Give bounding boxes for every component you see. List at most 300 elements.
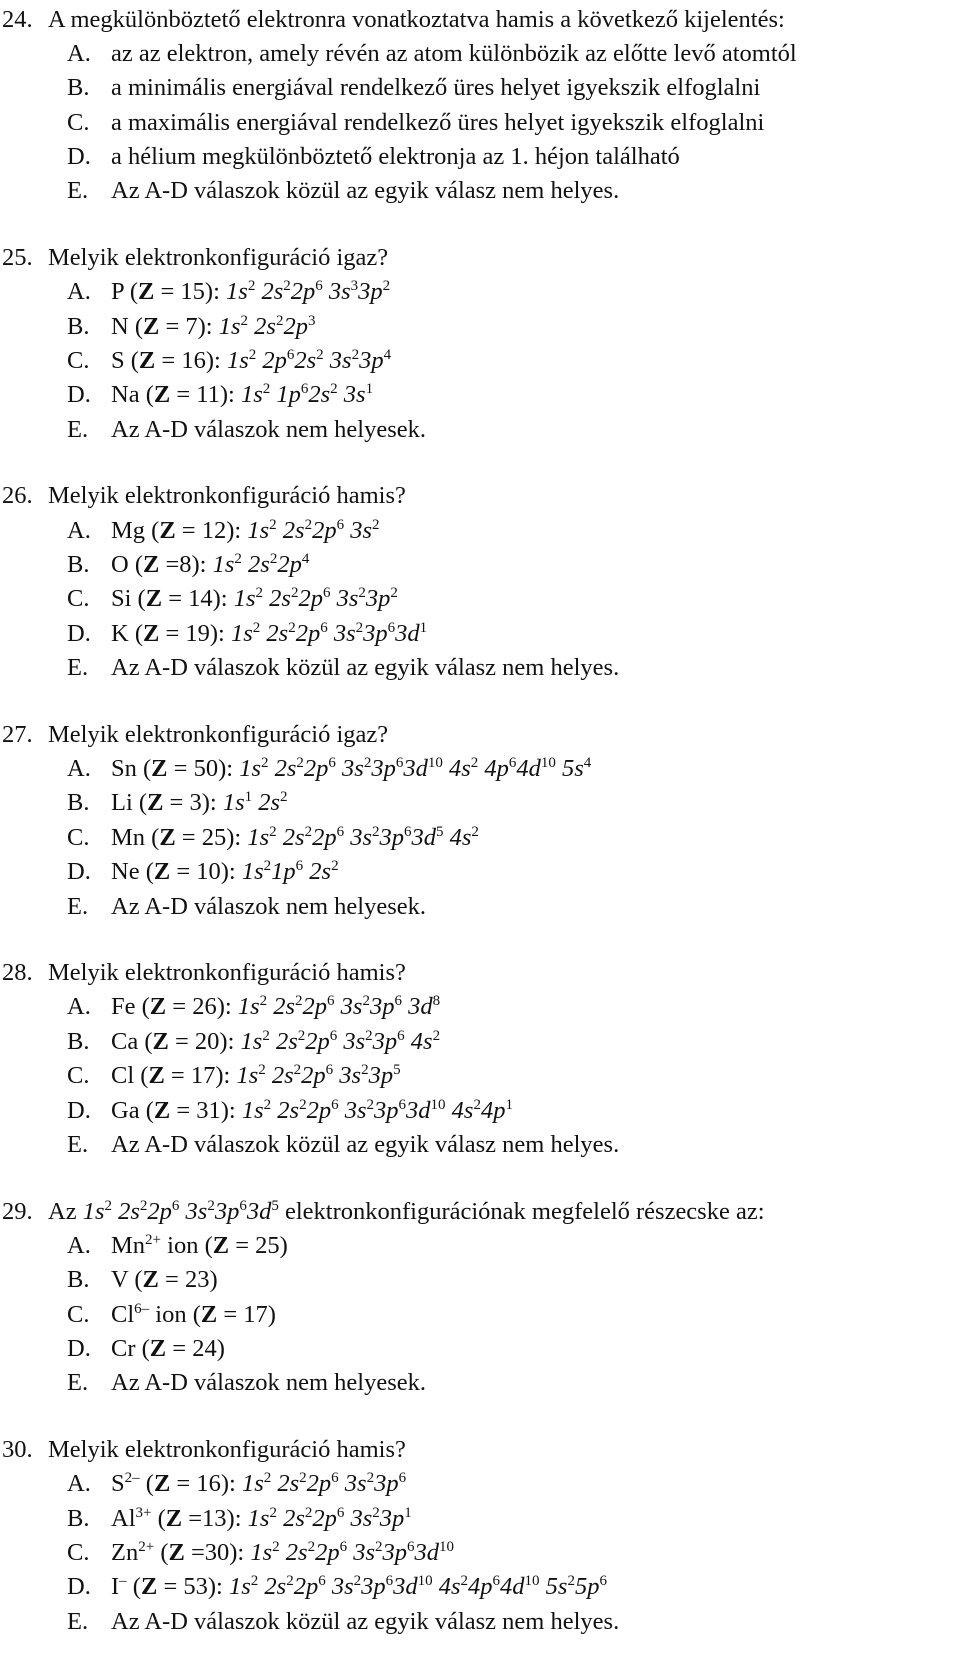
superscript: 5 xyxy=(271,1197,279,1214)
option-label: A. xyxy=(67,1470,91,1498)
option-label: A. xyxy=(67,993,91,1021)
question-24 xyxy=(0,3,960,209)
superscript: 2 xyxy=(355,619,364,636)
superscript: 6 xyxy=(336,823,345,840)
answer-option xyxy=(0,1570,960,1604)
option-label: B. xyxy=(67,789,90,817)
answer-option xyxy=(0,752,960,786)
question-25 xyxy=(0,241,960,447)
answer-option xyxy=(0,990,960,1024)
superscript: 10 xyxy=(417,1573,433,1590)
superscript: 2 xyxy=(297,1027,306,1044)
text-segment: 4s xyxy=(432,1573,461,1601)
option-label: D. xyxy=(67,143,91,171)
superscript: 6 xyxy=(171,1197,180,1214)
answer-option xyxy=(0,1605,960,1639)
text-segment: az az elektron, amely révén az atom különbözik az előtte levő atomtól xyxy=(111,39,797,67)
superscript: 2 xyxy=(353,1573,362,1590)
option-label: E. xyxy=(67,177,89,205)
superscript: 4 xyxy=(583,755,592,772)
superscript: 3+ xyxy=(135,1504,152,1521)
text-segment: 1s xyxy=(231,619,253,647)
text-segment: = 19): xyxy=(159,619,231,647)
question-number: 24. xyxy=(2,5,33,33)
atomic-number-symbol: Z xyxy=(153,1096,171,1124)
text-segment: a hélium megkülönböztető elektronja az 1. héjon található xyxy=(111,143,680,171)
text-segment: 2s xyxy=(112,1197,140,1225)
atomic-number-symbol: Z xyxy=(142,312,160,340)
superscript: 6 xyxy=(395,755,404,772)
option-text xyxy=(111,1536,454,1570)
answer-option xyxy=(0,140,960,174)
text-segment: Az A-D válaszok nem helyesek. xyxy=(111,415,426,443)
option-label: D. xyxy=(67,1096,91,1124)
option-text xyxy=(111,1263,218,1297)
text-segment: Cl ( xyxy=(111,1062,149,1090)
text-segment: N ( xyxy=(111,312,143,340)
superscript: 2 xyxy=(250,1573,259,1590)
text-segment: = 15): xyxy=(154,278,227,306)
superscript: 6– xyxy=(134,1300,150,1317)
text-segment: 2p xyxy=(315,1539,340,1567)
superscript: 2 xyxy=(296,755,304,772)
text-segment: 3s xyxy=(323,347,352,375)
text-segment: 1s xyxy=(241,1096,264,1124)
question-text xyxy=(48,3,785,37)
answer-option xyxy=(0,174,960,208)
text-segment: 2p xyxy=(301,1062,326,1090)
text-segment: 4d xyxy=(516,755,541,783)
text-segment: ( xyxy=(154,1539,169,1567)
text-segment: Az A-D válaszok közül az egyik válasz nem helyes. xyxy=(111,1607,620,1635)
option-label: B. xyxy=(67,1266,90,1294)
option-label: B. xyxy=(67,551,90,579)
superscript: 6 xyxy=(394,993,402,1010)
text-segment: K ( xyxy=(111,619,143,647)
atomic-number-symbol: Z xyxy=(159,823,176,851)
superscript: 2 xyxy=(371,823,380,840)
text-segment: 3d xyxy=(395,619,420,647)
superscript: 2 xyxy=(258,1062,266,1079)
text-segment: 4s xyxy=(404,1027,433,1055)
text-segment: Sn ( xyxy=(111,755,152,783)
option-label: D. xyxy=(67,619,91,647)
superscript: 2 xyxy=(263,1470,272,1487)
option-label: E. xyxy=(67,892,89,920)
superscript: 2 xyxy=(272,1539,280,1556)
superscript: 6 xyxy=(331,1470,339,1487)
text-segment: =8): xyxy=(159,551,213,579)
superscript: 2 xyxy=(358,585,366,602)
text-segment: ion ( xyxy=(149,1300,201,1328)
option-text xyxy=(111,617,427,651)
text-segment: 4s xyxy=(443,823,472,851)
text-segment: 3s xyxy=(334,993,363,1021)
superscript: 2 xyxy=(307,1539,316,1556)
text-segment: 2p xyxy=(305,1027,330,1055)
answer-option xyxy=(0,71,960,105)
superscript: 2 xyxy=(473,1096,481,1113)
superscript: 2 xyxy=(361,1062,369,1079)
option-text xyxy=(111,1570,607,1604)
answer-option xyxy=(0,106,960,140)
text-segment: 2s xyxy=(269,1027,298,1055)
superscript: 2 xyxy=(390,585,398,602)
question-29 xyxy=(0,1195,960,1401)
text-segment: = 3): xyxy=(163,789,223,817)
superscript: 2 xyxy=(248,347,257,364)
answer-option xyxy=(0,310,960,344)
option-text xyxy=(111,344,391,378)
question-27 xyxy=(0,718,960,924)
text-segment: = 20): xyxy=(168,1027,241,1055)
option-label: C. xyxy=(67,1300,90,1328)
superscript: 2 xyxy=(288,619,296,636)
option-label: B. xyxy=(67,1027,90,1055)
text-segment: 2p xyxy=(303,755,329,783)
text-segment: 3s xyxy=(327,619,356,647)
option-label: A. xyxy=(67,39,91,67)
option-label: C. xyxy=(67,823,90,851)
question-stem-line xyxy=(0,1195,960,1229)
question-number: 29. xyxy=(2,1197,33,1225)
answer-option xyxy=(0,1332,960,1366)
option-label: A. xyxy=(67,1231,91,1259)
superscript: 6 xyxy=(300,381,309,398)
text-segment: = 14): xyxy=(162,585,234,613)
text-segment: 3d xyxy=(411,823,436,851)
superscript: 6 xyxy=(329,1027,338,1044)
superscript: 2 xyxy=(262,381,271,398)
text-segment: 3d xyxy=(246,1197,272,1225)
superscript: 2 xyxy=(363,755,372,772)
text-segment: 3d xyxy=(401,993,433,1021)
text-segment: =30): xyxy=(184,1539,251,1567)
superscript: 2 xyxy=(432,1027,441,1044)
text-segment: 4s xyxy=(442,755,471,783)
superscript: 6 xyxy=(403,823,412,840)
question-stem-line xyxy=(0,956,960,990)
atomic-number-symbol: Z xyxy=(149,993,167,1021)
text-segment: 2s xyxy=(276,823,305,851)
answer-option xyxy=(0,37,960,71)
superscript: 3 xyxy=(350,278,359,295)
option-label: C. xyxy=(67,347,90,375)
superscript: 2 xyxy=(139,1197,148,1214)
text-segment: 2s xyxy=(265,1062,294,1090)
text-segment: 2p xyxy=(298,585,323,613)
text-segment: 2s xyxy=(268,755,297,783)
option-text xyxy=(111,786,288,820)
text-segment: 2s xyxy=(271,1470,300,1498)
text-segment: Zn xyxy=(111,1539,139,1567)
text-segment: 2p xyxy=(293,1573,319,1601)
answer-option xyxy=(0,1366,960,1400)
superscript: 2 xyxy=(234,551,242,568)
answer-option xyxy=(0,1229,960,1263)
text-segment: elektronkonfigurációnak megfelelő részecske az: xyxy=(278,1197,765,1225)
option-text xyxy=(111,651,619,685)
superscript: 2 xyxy=(372,1504,380,1521)
question-30 xyxy=(0,1433,960,1639)
superscript: 6 xyxy=(599,1573,607,1590)
text-segment: 2p xyxy=(306,1096,332,1124)
text-segment: Az A-D válaszok közül az egyik válasz nem helyes. xyxy=(111,177,620,205)
option-label: E. xyxy=(67,415,89,443)
text-segment: Mn xyxy=(111,1231,146,1259)
superscript: 2 xyxy=(247,278,256,295)
superscript: 1 xyxy=(365,381,374,398)
text-segment: 4p xyxy=(478,755,509,783)
text-segment: 3s xyxy=(344,1504,373,1532)
atomic-number-symbol: Z xyxy=(152,1027,169,1055)
text-segment: 1s xyxy=(240,1027,263,1055)
text-segment: 2p xyxy=(306,1470,332,1498)
option-label: D. xyxy=(67,1573,91,1601)
answer-option xyxy=(0,344,960,378)
superscript: 6 xyxy=(336,1504,345,1521)
text-segment: 2s xyxy=(276,1504,305,1532)
text-segment: 3d xyxy=(406,1096,431,1124)
text-segment: Melyik elektronkonfiguráció hamis? xyxy=(48,1435,406,1463)
option-text xyxy=(111,514,379,548)
text-segment: = 10): xyxy=(170,858,242,886)
superscript: 2 xyxy=(290,585,299,602)
text-segment: 3s xyxy=(335,755,364,783)
text-segment: 1s xyxy=(240,381,263,409)
text-segment: Cl xyxy=(111,1300,135,1328)
text-segment: 1p xyxy=(270,381,301,409)
atomic-number-symbol: Z xyxy=(153,1470,171,1498)
option-text xyxy=(111,1502,412,1536)
text-segment: = 24) xyxy=(166,1335,225,1363)
atomic-number-symbol: Z xyxy=(138,278,155,306)
superscript: 6 xyxy=(239,1197,247,1214)
text-segment: ( xyxy=(151,1504,166,1532)
atomic-number-symbol: Z xyxy=(200,1300,218,1328)
option-text xyxy=(111,1059,401,1093)
answer-option xyxy=(0,548,960,582)
text-segment: 2p xyxy=(256,347,287,375)
text-segment: 1s xyxy=(228,1573,251,1601)
option-text xyxy=(111,378,373,412)
superscript: 2 xyxy=(304,516,313,533)
text-segment: 3d xyxy=(403,755,428,783)
superscript: 1 xyxy=(404,1504,412,1521)
superscript: 6 xyxy=(327,993,335,1010)
text-segment: 3s xyxy=(347,1539,376,1567)
option-text xyxy=(111,890,426,924)
superscript: 10 xyxy=(430,1096,446,1113)
answer-option xyxy=(0,275,960,309)
question-text xyxy=(48,718,388,752)
superscript: 6 xyxy=(385,1573,394,1590)
atomic-number-symbol: Z xyxy=(151,755,168,783)
superscript: 2 xyxy=(255,585,264,602)
option-text xyxy=(111,275,390,309)
text-segment: 2s xyxy=(308,381,331,409)
superscript: 2 xyxy=(240,312,249,329)
text-segment: 3s xyxy=(337,381,366,409)
superscript: 2 xyxy=(269,823,277,840)
text-segment: P ( xyxy=(111,278,139,306)
text-segment: 3s xyxy=(330,585,359,613)
text-segment: 2s xyxy=(271,1096,300,1124)
text-segment: 1s xyxy=(239,755,261,783)
text-segment: Na ( xyxy=(111,381,154,409)
superscript: 2 xyxy=(263,1096,272,1113)
text-segment: 3p xyxy=(214,1197,240,1225)
text-segment: ( xyxy=(139,1470,154,1498)
text-segment: 2p xyxy=(312,516,337,544)
superscript: 6 xyxy=(398,1470,407,1487)
superscript: 4 xyxy=(301,551,310,568)
superscript: 6 xyxy=(331,1096,339,1113)
question-number: 25. xyxy=(2,243,33,271)
option-text xyxy=(111,582,398,616)
text-segment: 3p xyxy=(358,278,383,306)
option-text xyxy=(111,1025,440,1059)
option-text xyxy=(111,140,680,174)
superscript: 2 xyxy=(295,993,303,1010)
superscript: 1 xyxy=(419,619,428,636)
question-26 xyxy=(0,479,960,685)
superscript: 2 xyxy=(304,1504,313,1521)
text-segment: Az A-D válaszok nem helyesek. xyxy=(111,892,426,920)
superscript: 2 xyxy=(269,516,277,533)
superscript: 3 xyxy=(307,312,316,329)
answer-option xyxy=(0,1059,960,1093)
superscript: 2 xyxy=(275,312,284,329)
superscript: 2 xyxy=(371,516,380,533)
superscript: 5 xyxy=(393,1062,401,1079)
text-segment: 2s xyxy=(303,858,332,886)
text-segment: = 31): xyxy=(170,1096,242,1124)
answer-option xyxy=(0,1094,960,1128)
text-segment: 3p xyxy=(374,1470,399,1498)
text-segment: 3p xyxy=(365,585,391,613)
superscript: 6 xyxy=(315,278,323,295)
text-segment: A megkülönböztető elektronra vonatkoztatva hamis a következő kijelentés: xyxy=(48,5,785,33)
option-text xyxy=(111,310,315,344)
text-segment: 3s xyxy=(333,1062,362,1090)
option-text xyxy=(111,1332,225,1366)
text-segment: = 25) xyxy=(229,1231,288,1259)
question-number: 30. xyxy=(2,1435,33,1463)
question-number: 26. xyxy=(2,482,33,510)
superscript: 2 xyxy=(330,381,338,398)
superscript: 10 xyxy=(427,755,443,772)
option-label: D. xyxy=(67,858,91,886)
question-text xyxy=(48,241,388,275)
text-segment: 1s xyxy=(247,1504,270,1532)
option-text xyxy=(111,413,426,447)
text-segment: 1s xyxy=(222,789,245,817)
text-segment: Ne ( xyxy=(111,858,154,886)
text-segment: 3p xyxy=(379,823,404,851)
superscript: 6 xyxy=(397,1027,405,1044)
text-segment: 5s xyxy=(539,1573,568,1601)
option-label: E. xyxy=(67,654,89,682)
superscript: 6 xyxy=(407,1539,415,1556)
atomic-number-symbol: Z xyxy=(142,551,160,579)
option-text xyxy=(111,106,764,140)
text-segment: =13): xyxy=(182,1504,248,1532)
text-segment: 1s xyxy=(247,823,270,851)
text-segment: = 17) xyxy=(217,1300,276,1328)
text-segment: S ( xyxy=(111,347,139,375)
atomic-number-symbol: Z xyxy=(140,1573,158,1601)
superscript: 2 xyxy=(104,1197,112,1214)
text-segment: 3d xyxy=(393,1573,418,1601)
text-segment: Az A-D válaszok közül az egyik válasz nem helyes. xyxy=(111,654,620,682)
atomic-number-symbol: Z xyxy=(145,585,163,613)
text-segment: I xyxy=(111,1573,120,1601)
text-segment: Melyik elektronkonfiguráció hamis? xyxy=(48,959,406,987)
superscript: 6 xyxy=(295,858,304,875)
option-text xyxy=(111,548,309,582)
atomic-number-symbol: Z xyxy=(153,858,171,886)
question-stem-line xyxy=(0,1433,960,1467)
option-text xyxy=(111,1298,276,1332)
text-segment: Melyik elektronkonfiguráció igaz? xyxy=(48,243,389,271)
superscript: 10 xyxy=(524,1573,540,1590)
superscript: 6 xyxy=(328,755,336,772)
atomic-number-symbol: Z xyxy=(138,347,156,375)
text-segment: 2s xyxy=(255,278,284,306)
text-segment: ion ( xyxy=(161,1231,213,1259)
superscript: 2 xyxy=(259,993,268,1010)
text-segment: 3p xyxy=(359,347,384,375)
text-segment: 2p xyxy=(277,551,302,579)
option-label: B. xyxy=(67,74,90,102)
text-segment: 1s xyxy=(250,1539,273,1567)
text-segment: = 16): xyxy=(170,1470,242,1498)
superscript: 6 xyxy=(322,585,331,602)
answer-option xyxy=(0,617,960,651)
text-segment: 5s xyxy=(555,755,584,783)
superscript: 2 xyxy=(471,823,479,840)
superscript: 6 xyxy=(508,755,517,772)
text-segment: 3p xyxy=(372,1027,398,1055)
superscript: 2 xyxy=(299,1096,307,1113)
text-segment: 2s xyxy=(294,347,317,375)
text-segment: 1s xyxy=(237,993,260,1021)
text-segment: 1s xyxy=(82,1197,105,1225)
text-segment: 2s xyxy=(252,789,281,817)
superscript: – xyxy=(119,1573,127,1590)
superscript: 6 xyxy=(492,1573,501,1590)
text-segment: 3p xyxy=(363,619,388,647)
text-segment: Melyik elektronkonfiguráció igaz? xyxy=(48,720,389,748)
text-segment: 4s xyxy=(445,1096,474,1124)
option-text xyxy=(111,1094,513,1128)
text-segment: 2s xyxy=(263,585,291,613)
text-segment: 3p xyxy=(361,1573,386,1601)
atomic-number-symbol: Z xyxy=(148,1062,165,1090)
text-segment: 3p xyxy=(371,755,396,783)
text-segment: a maximális energiával rendelkező üres helyet igyekszik elfoglalni xyxy=(111,108,765,136)
option-label: C. xyxy=(67,1062,90,1090)
superscript: 6 xyxy=(325,1062,334,1079)
superscript: 2+ xyxy=(138,1539,155,1556)
text-segment: Ca ( xyxy=(111,1027,153,1055)
answer-option xyxy=(0,413,960,447)
superscript: 2 xyxy=(366,1096,375,1113)
text-segment: 2s xyxy=(248,312,276,340)
text-segment: Mn ( xyxy=(111,823,160,851)
option-text xyxy=(111,174,619,208)
